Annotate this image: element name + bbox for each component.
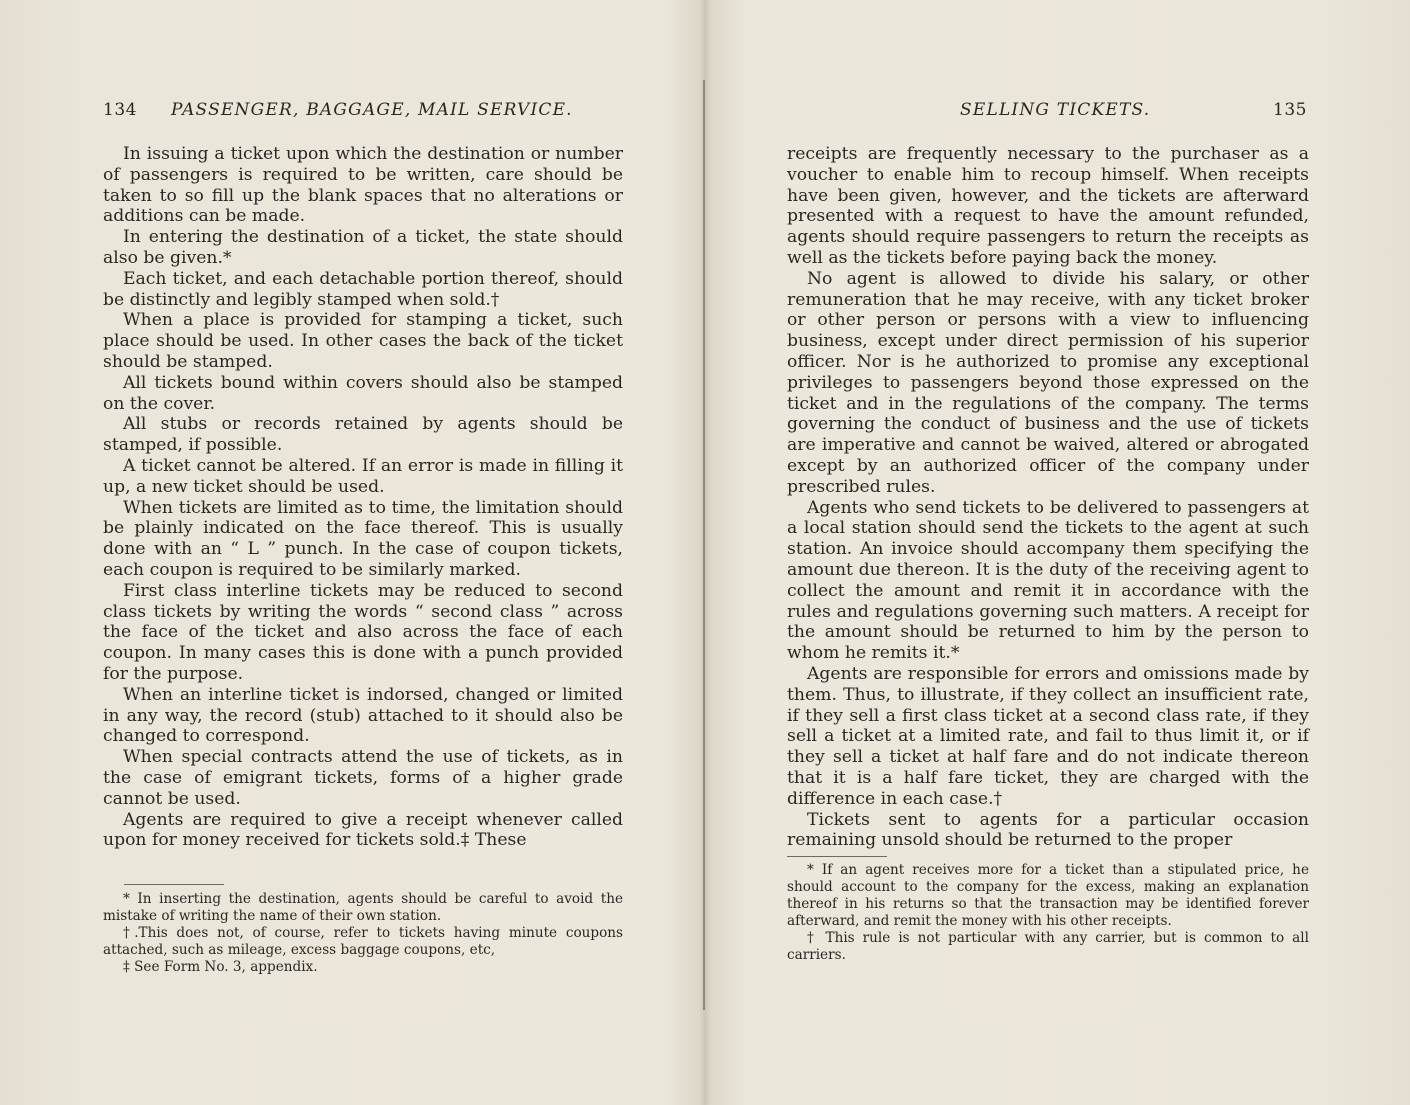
right-page [705,0,1405,1105]
paragraph: Tickets sent to agents for a particular occasion remaining unsold should be returned to the proper [787,809,1309,851]
paragraph: In issuing a ticket upon which the destination or number of passengers is required to be written, care should be taken to so fill up the blank spaces that no alterations or additions can be made. [103,144,623,227]
paragraph: Each ticket, and each detachable portion thereof, should be distinctly and legibly stamped when sold.† [103,268,623,310]
left-page [0,0,700,1105]
running-head-title: PASSENGER, BAGGAGE, MAIL SERVICE. [171,100,573,120]
running-head-title: SELLING TICKETS. [960,100,1151,120]
right-running-header [785,100,1307,124]
footnote: ‡ See Form No. 3, appendix. [123,959,318,975]
footnote: * If an agent receives more for a ticket than a stipulated price, he should account to the company for the excess, making an explanation thereof in his returns so that the transaction may be identified forever afterward, and remit the money with his other receipts. [787,862,1309,929]
paragraph: When tickets are limited as to time, the limitation should be plainly indicated on the face thereof. This is usually done with an “ L ” punch. In the case of coupon tickets, each coupon is required to be similarly marked. [103,497,623,580]
left-footnotes [103,891,623,976]
paragraph: All tickets bound within covers should also be stamped on the cover. [103,372,623,414]
left-body-text [103,144,623,851]
page-number: 135 [1273,100,1307,120]
footnote-rule [124,884,224,885]
page-number: 134 [103,100,137,120]
right-footnotes [787,862,1309,964]
paragraph: Agents who send tickets to be delivered to passengers at a local station should send the tickets to the agent at such station. An invoice should accompany them specifying the amount due thereon. It is the duty of the receiving agent to collect the amount and remit it in accordance with the rules and regulations governing such matters. A receipt for the amount should be returned to him by the person to whom he remits it.* [787,497,1309,664]
paragraph: When an interline ticket is indorsed, changed or limited in any way, the record (stub) attached to it should also be changed to correspond. [103,684,623,747]
paragraph: No agent is allowed to divide his salary, or other remuneration that he may receive, with any ticket broker or other person or persons with a view to influencing business, except under direct permission of his superior officer. Nor is he authorized to promise any exceptional privileges to passengers beyond those expressed on the ticket and in the regulations of the company. The terms governing the conduct of business and the use of tickets are imperative and cannot be waived, altered or abrogated except by an authorized officer of the company under prescribed rules. [787,268,1309,497]
footnote: † This rule is not particular with any carrier, but is common to all carriers. [787,930,1309,963]
paragraph: receipts are frequently necessary to the purchaser as a voucher to enable him to recoup himself. When receipts have been given, however, and the tickets are afterward presented with a request to have the amount refunded, agents should require passengers to return the receipts as well as the tickets before paying back the money. [787,144,1309,268]
right-body-text [787,144,1309,851]
paragraph: When a place is provided for stamping a ticket, such place should be used. In other cases the back of the ticket should be stamped. [103,310,623,372]
paragraph: First class interline tickets may be reduced to second class tickets by writing the words “ second class ” across the face of the ticket and also across the face of each coupon. In many cases this is done with a punch provided for the purpose. [103,580,623,684]
paragraph: Agents are responsible for errors and omissions made by them. Thus, to illustrate, if they collect an insufficient rate, if they sell a first class ticket at a second class rate, if they sell a ticket at a limited rate, and fail to thus limit it, or if they sell a ticket at half fare and do not indicate thereon that it is a half fare ticket, they are charged with the difference in each case.† [787,663,1309,809]
footnote-rule [787,856,887,857]
paragraph: When special contracts attend the use of tickets, as in the case of emigrant tickets, forms of a higher grade cannot be used. [103,747,623,809]
paragraph: In entering the destination of a ticket, the state should also be given.* [103,227,623,268]
paragraph: Agents are required to give a receipt whenever called upon for money received for tickets sold.‡ These [103,809,623,851]
footnote: †.This does not, of course, refer to tickets having minute coupons attached, such as mileage, excess baggage coupons, etc, [103,925,623,958]
paragraph: A ticket cannot be altered. If an error is made in filling it up, a new ticket should be used. [103,455,623,497]
footnote: * In inserting the destination, agents should be careful to avoid the mistake of writing the name of their own station. [103,891,623,924]
left-running-header [103,100,623,124]
paragraph: All stubs or records retained by agents should be stamped, if possible. [103,414,623,456]
